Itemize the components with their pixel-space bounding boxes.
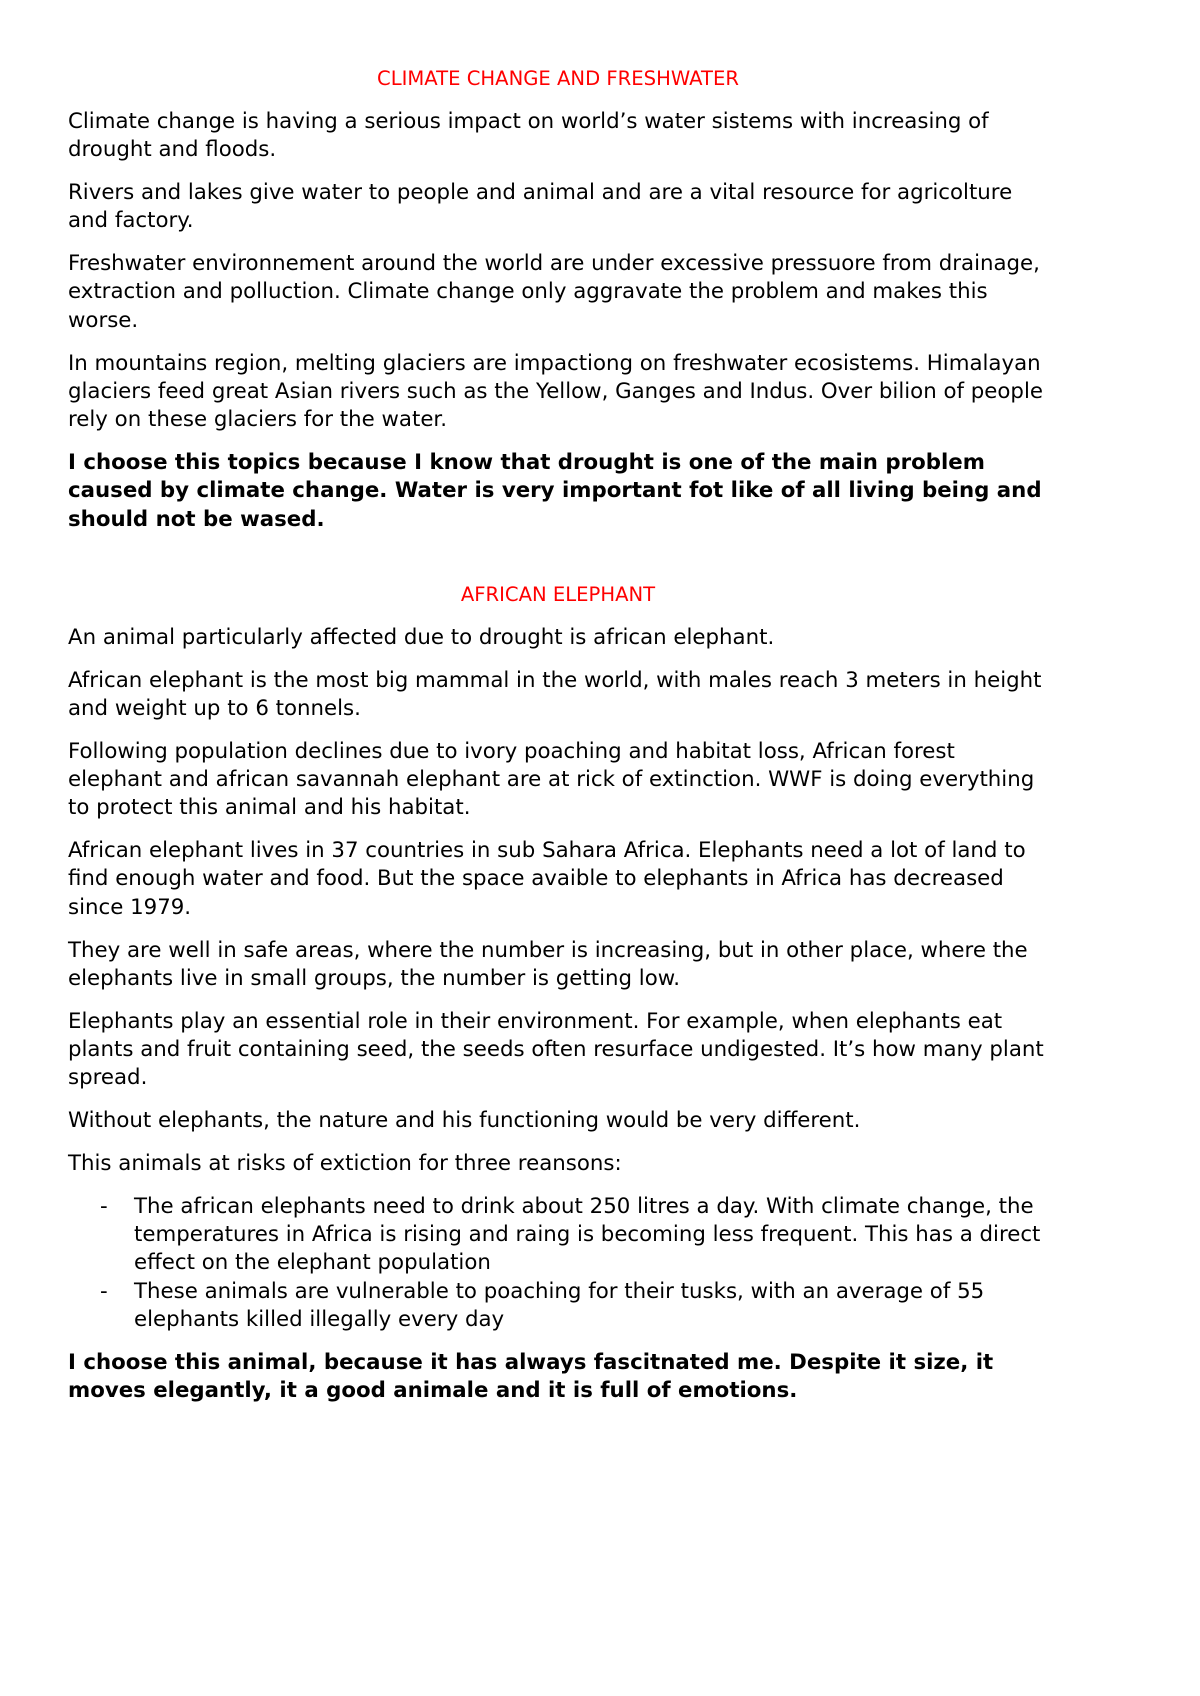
list-item xyxy=(100,1193,1048,1278)
reasons-list xyxy=(68,1193,1048,1334)
bold-statement: I choose this animal, because it has always fascitnated me. Despite it size, it moves elegantly, it a good animale and it is full of emotions. xyxy=(68,1349,994,1403)
paragraph: An animal particularly affected due to drought is african elephant. xyxy=(68,624,775,650)
paragraph: This animals at risks of extiction for three reansons: xyxy=(68,1150,622,1176)
paragraph: Following population declines due to ivory poaching and habitat loss, African forest elephant and african savannah elephant are at rick of extinction. WWF is doing everything to protect this animal and his habitat. xyxy=(68,738,1035,821)
paragraph: African elephant lives in 37 countries in sub Sahara Africa. Elephants need a lot of land to find enough water and food. But the space avaible to elephants in Africa has decreased since 1979. xyxy=(68,838,1026,920)
section-heading-african-elephant: AFRICAN ELEPHANT xyxy=(460,582,656,606)
bold-statement: I choose this topics because I know that drought is one of the main problem caused by climate change. Water is very important fot like of all living being and should not be wased. xyxy=(68,449,1042,532)
section-heading-climate-change: CLIMATE CHANGE AND FRESHWATER xyxy=(377,67,739,90)
paragraph: In mountains region, melting glaciers are impactiong on freshwater ecosistems. Himalayan glaciers feed great Asian rivers such as the Yellow, Ganges and Indus. Over bilion of people rely on these glaciers for the water. xyxy=(68,350,1043,433)
paragraph: Climate change is having a serious impact on world’s water sistems with increasing of drought and floods. xyxy=(68,109,989,163)
dash-bullet: - xyxy=(100,1278,108,1304)
paragraph: African elephant is the most big mammal in the world, with males reach 3 meters in height and weight up to 6 tonnels. xyxy=(68,667,1042,721)
list-item-text: The african elephants need to drink about 250 litres a day. With climate change, the temperatures in Africa is rising and raing is becoming less frequent. This has a direct effect on the elephant population xyxy=(134,1193,1041,1276)
paragraph: They are well in safe areas, where the number is increasing, but in other place, where the elephants live in small groups, the number is getting low. xyxy=(68,937,1028,991)
list-item xyxy=(100,1278,1048,1335)
list-item-text: These animals are vulnerable to poaching for their tusks, with an average of 55 elephants killed illegally every day xyxy=(134,1278,985,1332)
paragraph: Rivers and lakes give water to people and animal and are a vital resource for agricolture and factory. xyxy=(68,180,1013,234)
document-page xyxy=(68,66,1048,1420)
paragraph: Without elephants, the nature and his functioning would be very different. xyxy=(68,1108,861,1134)
paragraph: Elephants play an essential role in their environment. For example, when elephants eat plants and fruit containing seed, the seeds often resurface undigested. It’s how many plant spread. xyxy=(68,1008,1044,1091)
paragraph: Freshwater environnement around the world are under excessive pressuore from drainage, extraction and polluction. Climate change only aggravate the problem and makes this worse. xyxy=(68,251,1040,333)
dash-bullet: - xyxy=(100,1193,108,1219)
